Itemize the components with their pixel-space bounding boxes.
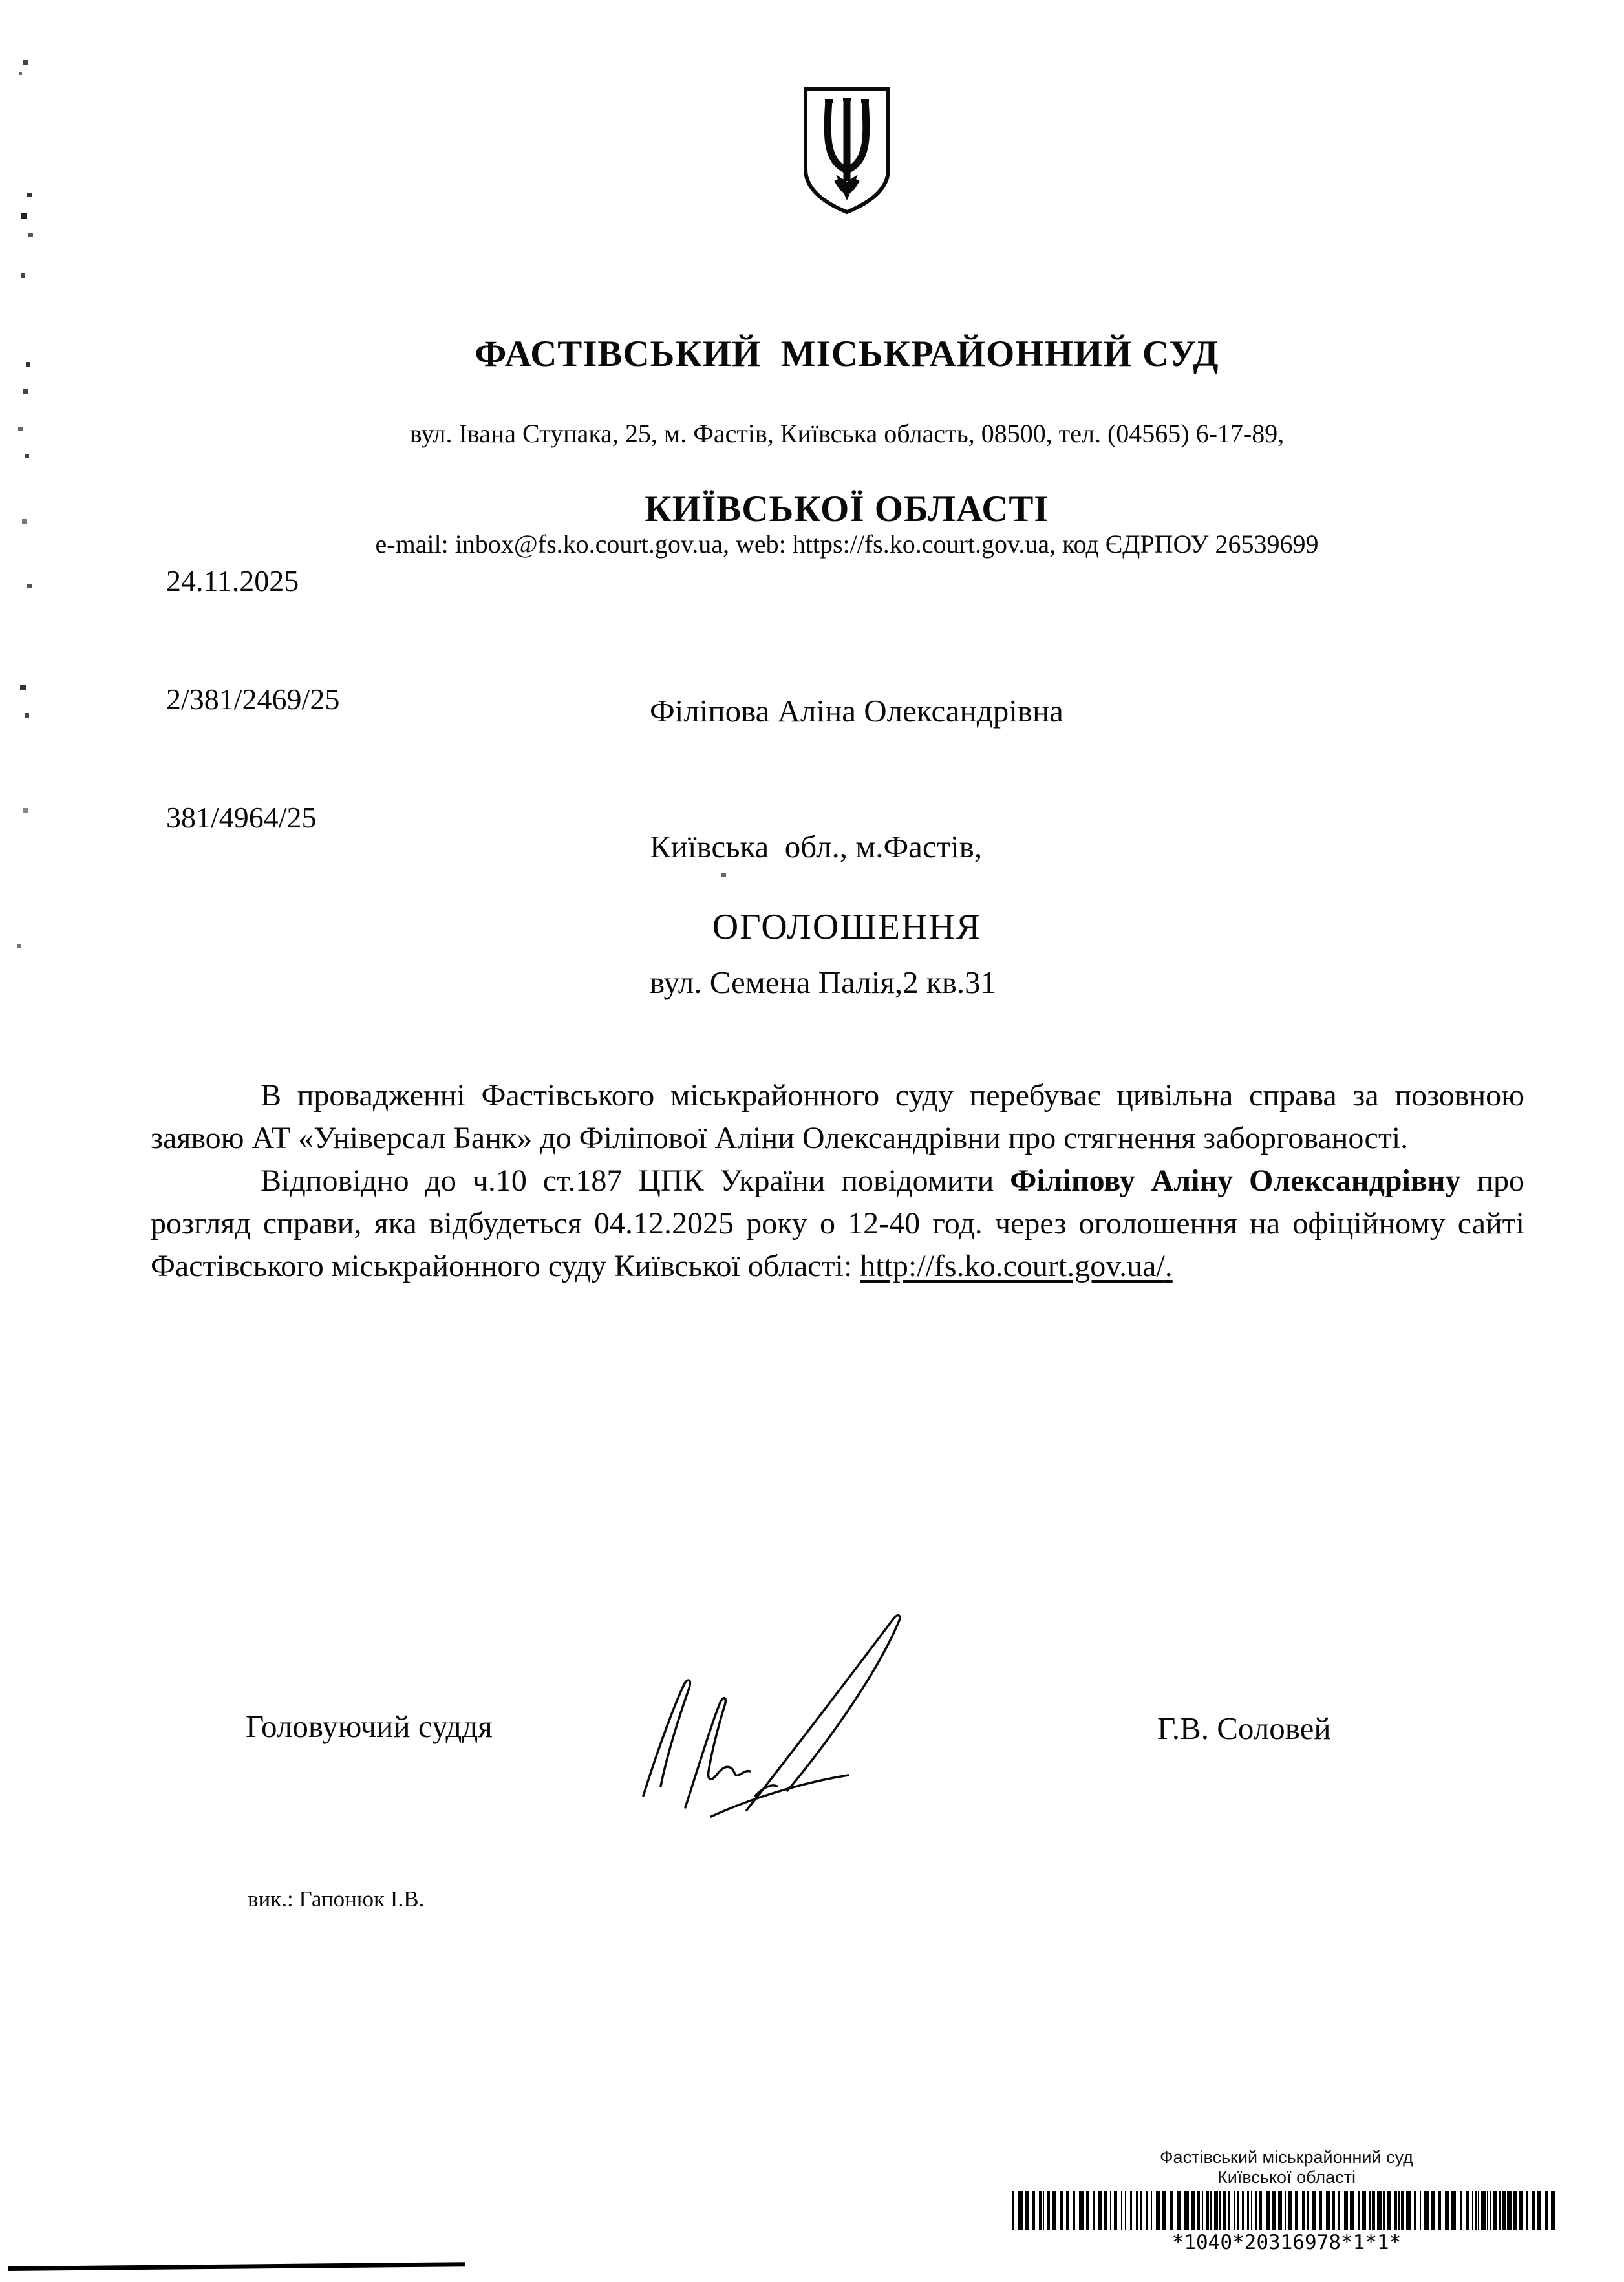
- executor-line: вик.: Гапонюк І.В.: [248, 1886, 425, 1912]
- document-date: 24.11.2025: [166, 564, 299, 597]
- body-paragraph-2: [151, 1160, 1524, 1288]
- paragraph2-suffix: .: [1164, 1249, 1173, 1283]
- judge-handwritten-signature: [614, 1602, 989, 1825]
- court-website-url: http://fs.ko.court.gov.ua/: [860, 1249, 1165, 1283]
- barcode-stripes: [1012, 2191, 1561, 2230]
- document-body: [151, 1074, 1524, 1288]
- scan-artifact-line: [8, 2262, 465, 2271]
- proceeding-number: 381/4964/25: [166, 801, 317, 834]
- addressee-name: Філіпова Аліна Олександрівна: [650, 693, 1063, 729]
- paragraph2-addressee-emphasis: Філіпову Аліну Олександрівну: [1010, 1164, 1461, 1198]
- barcode-block: [1009, 2148, 1565, 2254]
- reference-block: [166, 482, 339, 877]
- court-postal-address: вул. Івана Ступака, 25, м. Фастів, Київська область, 08500, тел. (04565) 6-17-89,: [409, 419, 1285, 448]
- barcode-caption: *1040*20316978*1*1*: [1171, 2231, 1402, 2254]
- court-name-line2: КИЇВСЬКОЇ ОБЛАСТІ: [645, 489, 1049, 529]
- barcode-court-line1: Фастівський міськрайонний суд: [1160, 2148, 1413, 2167]
- addressee-block: [650, 598, 1063, 1050]
- paragraph2-prefix: Відповідно до ч.10 ст.187 ЦПК України повідомити: [261, 1164, 1010, 1198]
- judge-name: Г.В. Соловей: [1157, 1711, 1331, 1746]
- court-contact-block: [162, 341, 1532, 599]
- ukraine-trident-emblem-icon: [800, 84, 893, 217]
- judge-role-label: Головуючий суддя: [246, 1709, 493, 1744]
- document-title: ОГОЛОШЕННЯ: [712, 907, 982, 947]
- addressee-address-line2: вул. Семена Палія,2 кв.31: [650, 965, 997, 1000]
- body-paragraph-1: В провадженні Фастівського міськрайонного суду перебуває цивільна справа за позовною заявою АТ «Універсал Банк» до Філіпової Аліни Олександрівни про стягнення заборгованості.: [151, 1078, 1524, 1155]
- court-email-web-line: e-mail: inbox@fs.ko.court.gov.ua, web: https://fs.ko.court.gov.ua, код ЄДРПОУ 26539699: [375, 529, 1319, 559]
- addressee-address-line1: Київська обл., м.Фастів,: [650, 829, 983, 864]
- paragraph2-middle: про розгляд справи, яка відбудеться 04.12.2025 року о 12-40 год. через оголошення на офіційному сайті Фастівського міськрайонного суду Київської області:: [151, 1164, 1525, 1283]
- case-number: 2/381/2469/25: [166, 683, 340, 716]
- scan-noise-speckles: [0, 0, 2, 2]
- court-name-line1: ФАСТІВСЬКИЙ МІСЬКРАЙОННИЙ СУД: [475, 334, 1219, 374]
- barcode-court-line2: Київської області: [1217, 2168, 1356, 2187]
